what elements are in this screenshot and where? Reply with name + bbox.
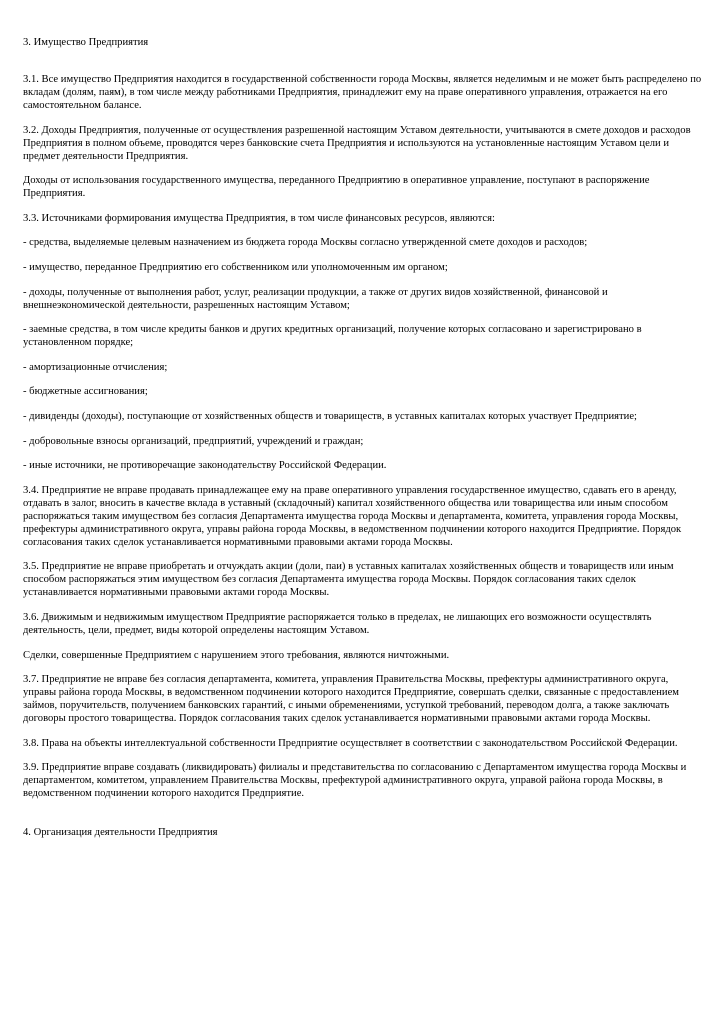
paragraph-void-deals: Сделки, совершенные Предприятием с нарушением этого требования, являются ничтожными. (23, 649, 450, 661)
paragraph-3-9: 3.9. Предприятие вправе создавать (ликвидировать) филиалы и представительства по согласованию с Департаментом имущества города Москвы и департаментом, комитетом, управлением Правительства Москвы, префектурой административного округа, управой района города Москвы, в ведомственном подчинении которого находится Предприятие. (23, 762, 687, 800)
paragraph-3-1: 3.1. Все имущество Предприятия находится в государственной собственности города Москвы, является неделимым и не может быть распределено по вкладам (долям, паям), в том числе между работниками Предприятия, принадлежит ему на праве оперативного управления, отражается на его самостоятельном балансе. (23, 74, 702, 111)
source-item: - амортизационные отчисления; (23, 361, 168, 373)
paragraph-3-5: 3.5. Предприятие не вправе приобретать и отчуждать акции (доли, паи) в уставных капиталах хозяйственных обществ и товариществ или иным способом распоряжаться этим имуществом без согласия Департамента имущества города Москвы. Порядок согласования таких сделок устанавливается нормативными правовыми актами города Москвы. (23, 561, 674, 599)
paragraph-3-4: 3.4. Предприятие не вправе продавать принадлежащее ему на праве оперативного управления государственное имущество, сдавать его в аренду, отдавать в залог, вносить в качестве вклада в уставный (складочный) капитал хозяйственного общества или товарищества или иным способом распоряжаться таким имуществом без согласия Департамента имущества города Москвы и департамента, комитета, управления города Москвы, префектуры административного округа, управы района города Москвы, в ведомственном подчинении которого находится Предприятие. Порядок согласования таких сделок устанавливается нормативными правовыми актами города Москвы. (23, 484, 682, 548)
source-item: - доходы, полученные от выполнения работ, услуг, реализации продукции, а также от других видов хозяйственной, финансовой и внешнеэкономической деятельности, разрешенных настоящим Уставом; (23, 286, 608, 311)
section-3-heading: 3. Имущество Предприятия (23, 37, 149, 48)
source-item: - заемные средства, в том числе кредиты банков и других кредитных организаций, получение которых согласовано и зарегистрировано в установленном порядке; (23, 324, 642, 349)
source-item: - имущество, переданное Предприятию его собственником или уполномоченным им органом; (23, 261, 448, 273)
paragraph-3-6: 3.6. Движимым и недвижимым имуществом Предприятие распоряжается только в пределах, не лишающих его возможности осуществлять деятельность, цели, предмет, виды которой определены настоящим Уставом. (23, 611, 652, 636)
document-page (23, 36, 703, 839)
source-item: - средства, выделяемые целевым назначением из бюджета города Москвы согласно утвержденной смете доходов и расходов; (23, 237, 588, 249)
paragraph-3-7: 3.7. Предприятие не вправе без согласия департамента, комитета, управления Правительства Москвы, префектуры административного округа, управы района города Москвы, в ведомственном подчинении которого находится Предприятие, совершать сделки, связанные с предоставлением займов, поручительств, получением банковских гарантий, с иными обременениями, уступкой требований, переводом долга, а также заключать договоры простого товарищества. Порядок согласования таких сделок устанавливается нормативными правовыми актами города Москвы. (23, 674, 680, 725)
paragraph-income-disposal: Доходы от использования государственного имущества, переданного Предприятию в оперативное управление, поступают в распоряжение Предприятия. (23, 175, 650, 200)
paragraph-3-8: 3.8. Права на объекты интеллектуальной собственности Предприятие осуществляет в соответствии с законодательством Российской Федерации. (23, 737, 678, 749)
source-item: - дивиденды (доходы), поступающие от хозяйственных обществ и товариществ, в уставных капиталах которых участвует Предприятие; (23, 410, 638, 422)
source-item: - бюджетные ассигнования; (23, 386, 148, 398)
source-item: - иные источники, не противоречащие законодательству Российской Федерации. (23, 460, 387, 472)
paragraph-3-2: 3.2. Доходы Предприятия, полученные от осуществления разрешенной настоящим Уставом деятельности, учитываются в смете доходов и расходов Предприятия в полном объеме, проводятся через банковские счета Предприятия и используются на установленные настоящим Уставом цели и предмет деятельности Предприятия. (23, 124, 691, 162)
source-item: - добровольные взносы организаций, предприятий, учреждений и граждан; (23, 435, 364, 447)
section-4-heading: 4. Организация деятельности Предприятия (23, 827, 218, 839)
paragraph-3-3: 3.3. Источниками формирования имущества Предприятия, в том числе финансовых ресурсов, являются: (23, 212, 495, 224)
